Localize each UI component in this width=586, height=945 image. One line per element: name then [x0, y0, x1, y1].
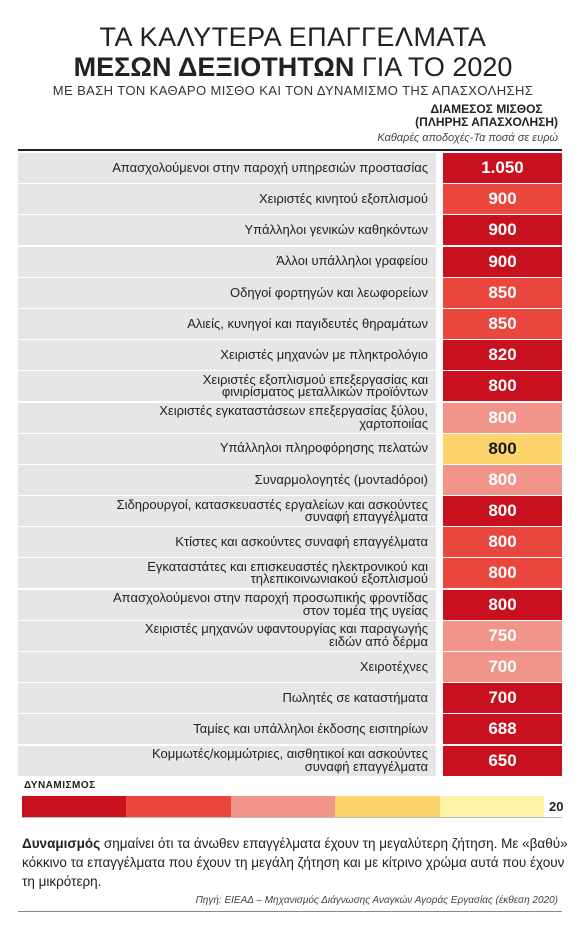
- occupation-label-line: Σιδηρουργοί, κατασκευαστές εργαλείων και ασκούντες: [116, 496, 428, 512]
- occupation-label: [18, 652, 436, 682]
- table-row: [18, 683, 562, 713]
- salary-value: 800: [443, 465, 562, 495]
- salary-value: 800: [443, 527, 562, 557]
- column-header: [415, 103, 558, 129]
- table-row: [18, 403, 562, 433]
- occupation-label: [18, 683, 436, 713]
- salary-table: [18, 153, 562, 777]
- salary-value: 800: [443, 371, 562, 401]
- occupation-label-line: συναφή επαγγέλματα: [304, 509, 428, 525]
- occupation-label-line: ειδών από δέρμα: [329, 633, 428, 649]
- occupation-label-line: Απασχολούμενοι στην παροχή υπηρεσιών προστασίας: [112, 159, 428, 175]
- occupation-label: [18, 714, 436, 744]
- table-row: [18, 746, 562, 776]
- salary-value: 750: [443, 621, 562, 651]
- table-row: [18, 496, 562, 526]
- salary-value: 800: [443, 558, 562, 588]
- occupation-label-line: Άλλοι υπάλληλοι γραφείου: [276, 253, 428, 269]
- occupation-label: [18, 403, 436, 433]
- salary-value: 800: [443, 496, 562, 526]
- occupation-label-line: Χειριστές μηχανών με πληκτρολόγιο: [220, 346, 428, 362]
- chart-title-line2: [0, 52, 586, 83]
- occupation-label-line: Οδηγοί φορτηγών και λεωφορείων: [230, 284, 428, 300]
- occupation-label-line: Απασχολούμενοι στην παροχή προσωπικής φροντίδας: [113, 590, 428, 606]
- occupation-label: [18, 527, 436, 557]
- occupation-label-line: φινιρίσματος μεταλλικών προϊόντων: [221, 384, 428, 400]
- source-text: Πηγή: ΕΙΕΑΔ – Μηχανισμός Διάγνωσης Αναγκών Αγοράς Εργασίας (έκθεση 2020): [195, 895, 558, 906]
- table-row: [18, 590, 562, 620]
- occupation-label-line: Ταμίες και υπάλληλοι έκδοσης εισιτηρίων: [193, 721, 428, 737]
- salary-value: 850: [443, 309, 562, 339]
- salary-value: 900: [443, 215, 562, 245]
- salary-value: 850: [443, 278, 562, 308]
- occupation-label-line: Συναρμολογητές (μοντadόροι): [254, 471, 428, 487]
- legend-rule: [22, 817, 562, 818]
- salary-value: 700: [443, 683, 562, 713]
- table-row: [18, 371, 562, 401]
- occupation-label-line: Χειριστές εξοπλισμού επεξεργασίας και: [202, 371, 428, 387]
- occupation-label-line: Κτίστες και ασκούντες συναφή επαγγέλματα: [175, 534, 428, 549]
- table-row: [18, 652, 562, 682]
- column-header-line1: ΔΙΑΜΕΣΟΣ ΜΙΣΘΟΣ: [430, 102, 543, 116]
- chart-title-line1: ΤΑ ΚΑΛΥΤΕΡΑ ΕΠΑΓΓΕΛΜΑΤΑ: [99, 22, 487, 52]
- salary-value: 800: [443, 590, 562, 620]
- occupation-label-line: Πωλητές σε καταστήματα: [282, 689, 428, 705]
- salary-value: 800: [443, 403, 562, 433]
- legend-title: ΔΥΝΑΜΙΣΜΟΣ: [24, 780, 96, 791]
- salary-value: 820: [443, 340, 562, 370]
- scale-segment: [231, 796, 335, 817]
- occupation-label-line: Χειριστές μηχανών υφαντουργίας και παραγωγής: [144, 621, 428, 637]
- occupation-label: [18, 434, 436, 464]
- occupation-label-line: Κομμωτές/κομμώτριες, αισθητικοί και ασκούντες: [152, 746, 428, 762]
- occupation-label: [18, 340, 436, 370]
- legend-end-value: 20: [549, 799, 564, 814]
- column-note: Καθαρές αποδοχές-Τα ποσά σε ευρώ: [377, 132, 558, 144]
- occupation-label: [18, 215, 436, 245]
- footer-note-bold: Δυναμισμός: [22, 836, 101, 851]
- occupation-label-line: Υπάλληλοι γενικών καθηκόντων: [244, 222, 428, 238]
- salary-value: 900: [443, 184, 562, 214]
- scale-segment: [440, 796, 544, 817]
- occupation-label: [18, 746, 436, 776]
- salary-value: 1.050: [443, 153, 562, 183]
- table-row: [18, 434, 562, 464]
- occupation-label-line: συναφή επαγγέλματα: [304, 758, 428, 774]
- column-header-line2: (ΠΛΗΡΗΣ ΑΠΑΣΧΟΛΗΣΗ): [415, 115, 558, 129]
- occupation-label-line: Αλιείς, κυνηγοί και παγιδευτές θηραμάτων: [187, 315, 428, 331]
- occupation-label-line: Εγκαταστάτες και επισκευαστές ηλεκτρονικού και: [147, 558, 428, 574]
- occupation-label-line: Χειριστές κινητού εξοπλισμού: [258, 190, 428, 206]
- table-row: [18, 340, 562, 370]
- table-row: [18, 247, 562, 277]
- occupation-label-line: στον τομέα της υγείας: [302, 602, 428, 618]
- salary-value: 650: [443, 746, 562, 776]
- occupation-label: [18, 278, 436, 308]
- table-row: [18, 309, 562, 339]
- occupation-label: [18, 558, 436, 588]
- chart-title-bold: ΜΕΣΩΝ ΔΕΞΙΟΤΗΤΩΝ: [73, 52, 355, 82]
- table-row: [18, 527, 562, 557]
- occupation-label: [18, 309, 436, 339]
- scale-segment: [22, 796, 126, 817]
- table-row: [18, 278, 562, 308]
- occupation-label: [18, 371, 436, 401]
- occupation-label: [18, 465, 436, 495]
- table-row: [18, 465, 562, 495]
- dynamism-scale: [22, 796, 544, 817]
- occupation-label-line: Χειροτέχνες: [359, 658, 428, 674]
- table-row: [18, 184, 562, 214]
- table-row: [18, 153, 562, 183]
- occupation-label: [18, 184, 436, 214]
- table-row: [18, 621, 562, 651]
- salary-value: 800: [443, 434, 562, 464]
- occupation-label-line: Υπάλληλοι πληροφόρησης πελατών: [219, 440, 428, 456]
- occupation-label: [18, 496, 436, 526]
- table-row: [18, 558, 562, 588]
- table-row: [18, 714, 562, 744]
- occupation-label: [18, 590, 436, 620]
- salary-value: 700: [443, 652, 562, 682]
- top-rule: [18, 149, 562, 151]
- footer-note-text: σημαίνει ότι τα άνωθεν επαγγέλματα έχουν τη μεγαλύτερη ζήτηση. Με «βαθύ» κόκκινο τα επαγγέλματα που έχουν τη μεγάλη ζήτηση και με κίτρινο χρώμα αυτά που έχουν τη μικρότερη.: [22, 836, 568, 889]
- occupation-label: [18, 153, 436, 183]
- chart-title-rest: ΓΙΑ ΤΟ 2020: [354, 52, 513, 82]
- table-row: [18, 215, 562, 245]
- occupation-label-line: χαρτοποιίας: [359, 415, 428, 431]
- scale-segment: [126, 796, 230, 817]
- scale-segment: [335, 796, 439, 817]
- salary-value: 688: [443, 714, 562, 744]
- occupation-label-line: τηλεπικοινωνιακού εξοπλισμού: [250, 571, 428, 587]
- chart-subtitle: ΜΕ ΒΑΣΗ ΤΟΝ ΚΑΘΑΡΟ ΜΙΣΘΟ ΚΑΙ ΤΟΝ ΔΥΝΑΜΙΣΜΟ ΤΗΣ ΑΠΑΣΧΟΛΗΣΗΣ: [52, 83, 534, 98]
- occupation-label-line: Χειριστές εγκαταστάσεων επεξεργασίας ξύλου,: [159, 403, 428, 418]
- occupation-label: [18, 247, 436, 277]
- bottom-rule: [18, 911, 562, 912]
- occupation-label: [18, 621, 436, 651]
- salary-value: 900: [443, 247, 562, 277]
- footer-note: [22, 834, 570, 891]
